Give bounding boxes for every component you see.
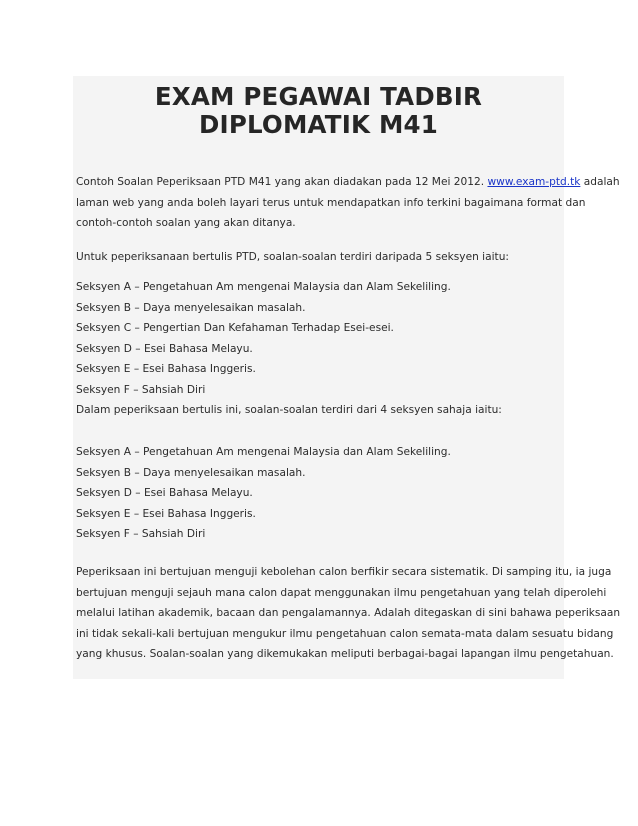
closing-line: melalui latihan akademik, bacaan dan pengalamannya. Adalah ditegaskan di sini bahawa peperiksaan <box>76 607 621 620</box>
closing-paragraph <box>76 562 621 665</box>
intro-line-3: contoh-contoh soalan yang akan ditanya. <box>76 217 296 230</box>
list-item: Seksyen B – Daya menyelesaikan masalah. <box>76 466 306 479</box>
document-panel <box>73 76 621 679</box>
page-title-line-1: EXAM PEGAWAI TADBIR <box>154 82 483 111</box>
page-title-line-2: DIPLOMATIK M41 <box>198 110 439 139</box>
list-item: Seksyen F – Sahsiah Diri <box>76 528 206 541</box>
list-item: Seksyen C – Pengertian Dan Kefahaman Terhadap Esei-esei. <box>76 322 394 335</box>
intro-text-before-link: Contoh Soalan Peperiksaan PTD M41 yang akan diadakan pada 12 Mei 2012. <box>76 176 488 188</box>
list-item: Seksyen D – Esei Bahasa Melayu. <box>76 342 253 355</box>
four-sections-intro <box>76 400 562 421</box>
list-item: Seksyen A – Pengetahuan Am mengenai Malaysia dan Alam Sekeliling. <box>76 446 451 458</box>
list-item: Seksyen B – Daya menyelesaikan masalah. <box>76 301 306 314</box>
intro-line-2: laman web yang anda boleh layari terus untuk mendapatkan info terkini bagaimana format dan <box>76 196 586 209</box>
four-sections-intro-text: Dalam peperiksaan bertulis ini, soalan-soalan terdiri dari 4 seksyen sahaja iaitu: <box>76 404 502 416</box>
written-exam-intro <box>76 247 562 268</box>
list-item: Seksyen E – Esei Bahasa Inggeris. <box>76 363 256 376</box>
exam-ptd-link[interactable]: www.exam-ptd.tk <box>487 176 581 188</box>
intro-paragraph <box>76 172 620 234</box>
closing-line: yang khusus. Soalan-soalan yang dikemukakan meliputi berbagai-bagai lapangan ilmu pengetahuan. <box>76 648 614 661</box>
intro-text-after-link: adalah <box>580 176 620 188</box>
intro-line-1 <box>76 172 620 193</box>
closing-line: ini tidak sekali-kali bertujuan mengukur ilmu pengetahuan calon semata-mata dalam sesuatu bidang <box>76 627 614 640</box>
written-exam-intro-text: Untuk peperiksanaan bertulis PTD, soalan-soalan terdiri daripada 5 seksyen iaitu: <box>76 251 509 263</box>
list-item: Seksyen F – Sahsiah Diri <box>76 383 206 396</box>
closing-line: bertujuan menguji sejauh mana calon dapat menggunakan ilmu pengetahuan yang telah diperolehi <box>76 586 607 599</box>
closing-line: Peperiksaan ini bertujuan menguji kebolehan calon berfikir secara sistematik. Di samping itu, ia juga <box>76 566 612 578</box>
sections-all-list <box>76 277 562 401</box>
list-item: Seksyen E – Esei Bahasa Inggeris. <box>76 507 256 520</box>
list-item: Seksyen A – Pengetahuan Am mengenai Malaysia dan Alam Sekeliling. <box>76 281 451 293</box>
sections-four-list <box>76 442 562 545</box>
list-item: Seksyen D – Esei Bahasa Melayu. <box>76 487 253 500</box>
